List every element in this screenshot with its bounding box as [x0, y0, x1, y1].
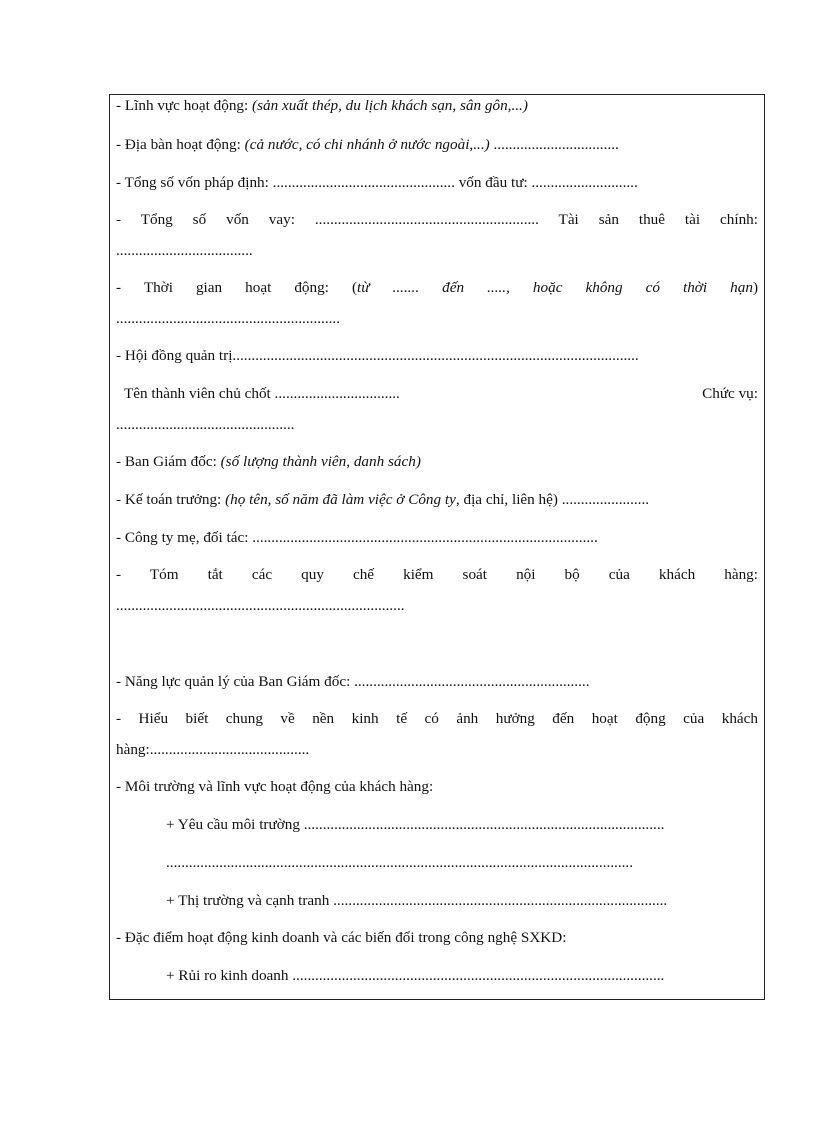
- business-field-note: (sản xuất thép, du lịch khách sạn, sân gôn,...): [252, 97, 528, 114]
- environment-requirement-line: + Yêu cầu môi trường ...............................................................................................: [166, 816, 665, 833]
- internal-control-dots: ............................................................................: [116, 597, 405, 614]
- operating-period-dots: ...........................................................: [116, 310, 341, 327]
- chief-accountant-note: (họ tên, số năm đã làm việc ở Công ty: [225, 491, 456, 508]
- economy-knowledge-line: - Hiểu biết chung về nền kinh tế có ảnh hưởng đến hoạt động của khách: [116, 710, 758, 727]
- chief-accountant-label: - Kế toán trưởng:: [116, 491, 226, 508]
- operating-period-line: [116, 279, 758, 297]
- board-line: - Hội đồng quản trị...........................................................................................................: [116, 347, 639, 364]
- legal-capital-line: - Tổng số vốn pháp định: ................................................ vốn đầu tư: ............................: [116, 174, 638, 191]
- business-risk-line: + Rủi ro kinh doanh ..................................................................................................: [166, 967, 665, 984]
- directors-line: [116, 453, 758, 471]
- operating-period-note: từ ....... đến ....., hoặc không có thời hạn: [357, 279, 753, 296]
- internal-control-line: - Tóm tắt các quy chế kiểm soát nội bộ của khách hàng:: [116, 566, 758, 583]
- management-capacity-line: - Năng lực quản lý của Ban Giám đốc: ..............................................................: [116, 673, 590, 690]
- business-characteristics-line: - Đặc điểm hoạt động kinh doanh và các biến đổi trong công nghệ SXKD:: [116, 929, 567, 946]
- key-member-label: Tên thành viên chủ chốt .................................: [124, 385, 400, 402]
- operating-area-dots: .................................: [489, 136, 619, 153]
- directors-label: - Ban Giám đốc:: [116, 453, 221, 470]
- economy-knowledge-dots: hàng:..........................................: [116, 741, 310, 758]
- chief-accountant-rest: , địa chỉ, liên hệ) .......................: [455, 491, 650, 508]
- loan-capital-line: - Tổng số vốn vay: ........................................................... Tài sản thuê tài chính:: [116, 211, 758, 228]
- environment-line: - Môi trường và lĩnh vực hoạt động của khách hàng:: [116, 778, 434, 795]
- key-member-dots: ...............................................: [116, 416, 295, 433]
- environment-requirement-dots: ...........................................................................................................................: [166, 854, 634, 871]
- market-competition-line: + Thị trường và cạnh tranh ........................................................................................: [166, 892, 668, 909]
- chief-accountant-line: [116, 491, 758, 509]
- parent-company-line: - Công ty mẹ, đối tác: ...........................................................................................: [116, 529, 598, 546]
- operating-period-suffix: ): [752, 279, 759, 296]
- key-member-line: [124, 385, 758, 403]
- operating-area-label: - Địa bàn hoạt động:: [116, 136, 245, 153]
- business-field-label: - Lĩnh vực hoạt động:: [116, 97, 253, 114]
- position-label: Chức vụ:: [702, 385, 758, 402]
- directors-note: (số lượng thành viên, danh sách): [220, 453, 421, 470]
- blank-gap: [116, 635, 758, 653]
- operating-area-note: (cả nước, có chi nhánh ở nước ngoài,...): [244, 136, 490, 153]
- business-field-line: [116, 97, 758, 115]
- operating-period-prefix: - Thời gian hoạt động: (: [116, 279, 358, 296]
- loan-capital-dots: ....................................: [116, 242, 253, 259]
- operating-area-line: [116, 136, 758, 154]
